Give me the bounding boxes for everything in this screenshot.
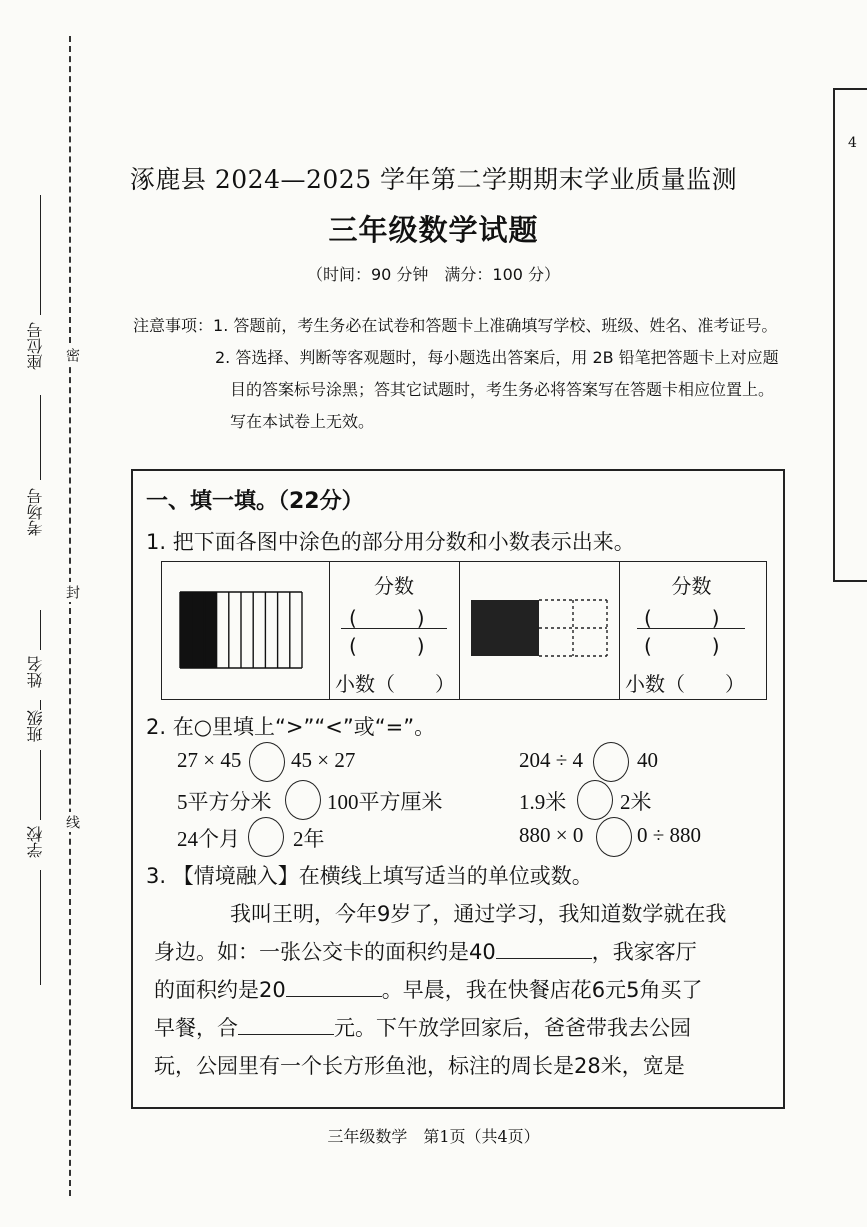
name-label: 姓名: [26, 656, 45, 688]
cmp-circle-5[interactable]: [248, 817, 284, 857]
school-label: 学校: [26, 826, 45, 858]
p2-text-b: ，我家客厅: [591, 940, 697, 964]
cmp-left-2: 204 ÷ 4: [519, 748, 584, 772]
edge-char: 4: [848, 135, 857, 151]
cmp-circle-4[interactable]: [577, 780, 613, 820]
fraction-bar-1: [341, 628, 447, 629]
numerator-blank-1[interactable]: ( ): [349, 606, 425, 630]
seat-label: 座位号: [26, 322, 45, 370]
seal-mi: 密: [62, 345, 82, 365]
cmp-left-4: 1.9米: [519, 790, 567, 814]
fraction-label-1: 分数: [374, 574, 414, 598]
cmp-circle-2[interactable]: [593, 742, 629, 782]
paragraph-line-3: [154, 971, 774, 1009]
room-label: 考场号: [26, 488, 45, 536]
p2-text-a: 身边。如：一张公交卡的面积约是40: [154, 940, 496, 964]
page-footer: 三年级数学 第1页（共4页）: [327, 1127, 540, 1146]
time-info: （时间：90 分钟 满分：100 分）: [306, 265, 561, 284]
grid1-shaded: [180, 592, 217, 668]
decimal-blank-1[interactable]: 小数（ ）: [335, 672, 455, 696]
grid1-cell: [162, 562, 330, 699]
grid2-cell: [459, 562, 620, 699]
blank-yuan-value[interactable]: [238, 1012, 334, 1035]
section-title: 一、填一填。（22分）: [146, 489, 364, 514]
cmp-circle-1[interactable]: [249, 742, 285, 782]
grid2-shaded: [471, 600, 539, 656]
cmp-right-2: 40: [637, 748, 658, 772]
notes-label: 注意事项：: [133, 316, 214, 335]
exam-title: 涿鹿县 2024—2025 学年第二学期期末学业质量监测: [129, 165, 738, 194]
notes-item2-line2: 目的答案标号涂黑；答其它试题时，考生务必将答案写在答题卡相应位置上。: [230, 380, 775, 399]
class-label: 班级: [26, 710, 45, 742]
cmp-left-3: 5平方分米: [177, 790, 272, 814]
denominator-blank-1[interactable]: ( ): [349, 634, 425, 658]
cmp-right-1: 45 × 27: [291, 748, 356, 772]
answer2-cell: [619, 562, 764, 699]
cmp-right-3: 100平方厘米: [327, 790, 443, 814]
p4-text-b: 元。下午放学回家后，爸爸带我去公园: [334, 1016, 691, 1040]
seal-feng: 封: [62, 582, 82, 602]
decimal-blank-2[interactable]: 小数（ ）: [625, 672, 745, 696]
class-line-top: [40, 700, 41, 710]
class-line: [40, 750, 41, 820]
answer1-cell: [329, 562, 460, 699]
cmp-right-4: 2米: [620, 790, 652, 814]
fraction-label-2: 分数: [671, 574, 712, 598]
p4-text-a: 早餐，合: [154, 1016, 238, 1040]
cmp-left-5: 24个月: [177, 827, 240, 851]
paragraph-line-1: 我叫王明，今年9岁了，通过学习，我知道数学就在我: [230, 902, 727, 926]
paragraph-line-4: [154, 1009, 774, 1047]
cmp-circle-6[interactable]: [596, 817, 632, 857]
grid1-figure: [162, 562, 329, 699]
cmp-left-1: 27 × 45: [177, 748, 242, 772]
fraction-table: [161, 561, 767, 700]
question-3: 3. 【情境融入】在横线上填写适当的单位或数。: [146, 864, 593, 888]
notes-item2-line3: 写在本试卷上无效。: [230, 412, 375, 431]
notes: [133, 310, 833, 438]
cmp-circle-3[interactable]: [285, 780, 321, 820]
numerator-blank-2[interactable]: ( ): [644, 606, 720, 630]
school-line: [40, 870, 41, 985]
p3-text-a: 的面积约是20: [154, 978, 286, 1002]
exam-subtitle: 三年级数学试题: [328, 213, 539, 247]
room-line: [40, 395, 41, 480]
question-2: 2. 在○里填上“>”“<”或“=”。: [146, 715, 436, 739]
p3-text-b: 。早晨，我在快餐店花6元5角买了: [381, 978, 703, 1002]
fraction-bar-2: [637, 628, 745, 629]
blank-living-room-unit[interactable]: [286, 974, 382, 997]
paragraph-line-5: 玩，公园里有一个长方形鱼池，标注的周长是28米，宽是: [154, 1054, 685, 1078]
seal-xian: 线: [62, 812, 82, 832]
question-1: 1. 把下面各图中涂色的部分用分数和小数表示出来。: [146, 530, 635, 554]
cmp-left-6: 880 × 0: [519, 823, 584, 847]
blank-bus-card-unit[interactable]: [496, 936, 592, 959]
cmp-right-6: 0 ÷ 880: [637, 823, 702, 847]
paragraph-line-2: [154, 933, 774, 971]
denominator-blank-2[interactable]: ( ): [644, 634, 720, 658]
name-line: [40, 610, 41, 650]
grid2-figure: [459, 562, 619, 699]
notes-item1: 1. 答题前，考生务必在试卷和答题卡上准确填写学校、班级、姓名、准考证号。: [213, 316, 778, 335]
cmp-right-5: 2年: [293, 827, 325, 851]
notes-item2-line1: 2. 答选择、判断等客观题时，每小题选出答案后，用 2B 铅笔把答题卡上对应题: [215, 348, 779, 367]
